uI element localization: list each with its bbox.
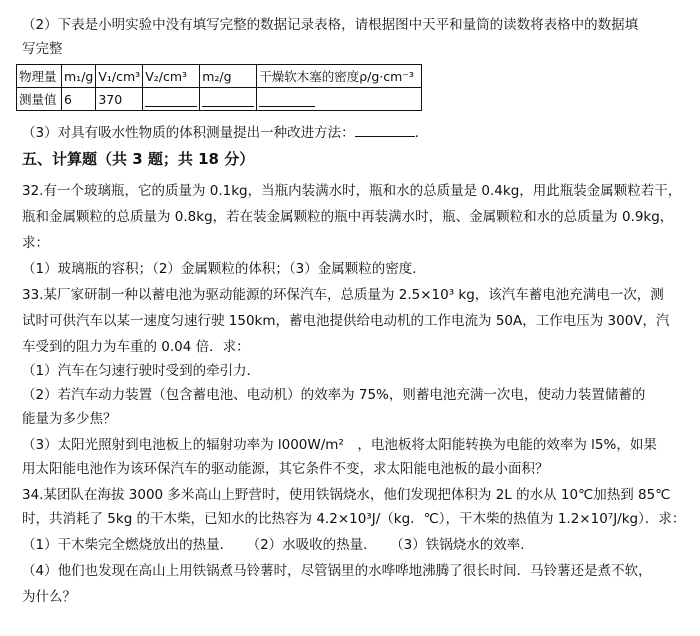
problem-33-line: 试时可供汽车以某一速度匀速行驶 150km，蓄电池提供给电动机的工作电流为 50A，工作电压为 300V，汽 bbox=[22, 313, 670, 329]
table-row bbox=[17, 88, 422, 111]
table-cell-blank bbox=[143, 88, 200, 111]
problem-32-line: 求： bbox=[22, 235, 49, 251]
problem-33-line: （1）汽车在匀速行驶时受到的牵引力． bbox=[22, 363, 261, 379]
q3-text: （3）对具有吸水性物质的体积测量提出一种改进方法： bbox=[22, 125, 355, 141]
problem-33-line: 33.某厂家研制一种以蓄电池为驱动能源的环保汽车，总质量为 2.5×10³ kg，该汽车蓄电池充满电一次，测 bbox=[22, 287, 664, 303]
table-header-cell: V₁/cm³ bbox=[96, 65, 143, 88]
table-header-cell: m₂/g bbox=[200, 65, 257, 88]
problem-33-line: 车受到的阻力为车重的 0.04 倍．求： bbox=[22, 339, 250, 355]
problem-32-line: 32.有一个玻璃瓶，它的质量为 0.1kg，当瓶内装满水时，瓶和水的总质量是 0.4kg，用此瓶装金属颗粒若干， bbox=[22, 183, 682, 199]
q2-text-line1: （2）下表是小明实验中没有填写完整的数据记录表格，请根据图中天平和量筒的读数将表格中的数据填 bbox=[22, 17, 639, 33]
data-record-table bbox=[16, 64, 422, 111]
problem-34-line: 时，共消耗了 5kg 的干木柴，已知水的比热容为 4.2×10³J/（kg．℃），干木柴的热值为 1.2×10⁷J/kg）．求： bbox=[22, 511, 686, 527]
q3-end: . bbox=[414, 125, 419, 141]
table-header-cell: V₂/cm³ bbox=[143, 65, 200, 88]
problem-34-line: （1）干木柴完全燃烧放出的热量． （2）水吸收的热量． （3）铁锅烧水的效率． bbox=[22, 537, 534, 553]
table-header-cell: 干燥软木塞的密度ρ/g·cm⁻³ bbox=[257, 65, 422, 88]
table-cell: 6 bbox=[62, 88, 96, 111]
table-cell: 370 bbox=[96, 88, 143, 111]
table-header-cell: 物理量 bbox=[17, 65, 62, 88]
problem-33-line: 能量为多少焦？ bbox=[22, 411, 117, 427]
problem-32-line: 瓶和金属颗粒的总质量为 0.8kg，若在装金属颗粒的瓶中再装满水时，瓶、金属颗粒和水的总质量为 0.9kg， bbox=[22, 209, 674, 225]
problem-34-line: 34.某团队在海拔 3000 多米高山上野营时，使用铁锅烧水，他们发现把体积为 2L 的水从 10℃加热到 85℃ bbox=[22, 487, 671, 503]
table-cell-blank bbox=[257, 88, 422, 111]
section-title: 五、计算题（共 3 题；共 18 分） bbox=[22, 150, 255, 168]
problem-32-line: （1）玻璃瓶的容积；（2）金属颗粒的体积；（3）金属颗粒的密度． bbox=[22, 261, 426, 277]
problem-33-line: 用太阳能电池作为该环保汽车的驱动能源，其它条件不变，求太阳能电池板的最小面积？ bbox=[22, 461, 549, 477]
problem-34-line: （4）他们也发现在高山上用铁锅煮马铃薯时，尽管锅里的水哗哗地沸腾了很长时间．马铃薯还是煮不软， bbox=[22, 563, 652, 579]
table-header-row bbox=[17, 65, 422, 88]
problem-33-line: （2）若汽车动力装置（包含蓄电池、电动机）的效率为 75%，则蓄电池充满一次电，使动力装置储蓄的 bbox=[22, 387, 646, 403]
q2-text-line2: 写完整 bbox=[22, 41, 63, 57]
table-header-cell: m₁/g bbox=[62, 65, 96, 88]
table-cell-blank bbox=[200, 88, 257, 111]
problem-34-line: 为什么？ bbox=[22, 589, 76, 605]
table-row-label: 测量值 bbox=[17, 88, 62, 111]
problem-33-line: （3）太阳光照射到电池板上的辐射功率为 l000W/m² ，电池板将太阳能转换为电能的效率为 l5%，如果 bbox=[22, 437, 657, 453]
q3-line bbox=[22, 122, 419, 144]
answer-blank bbox=[355, 122, 415, 137]
